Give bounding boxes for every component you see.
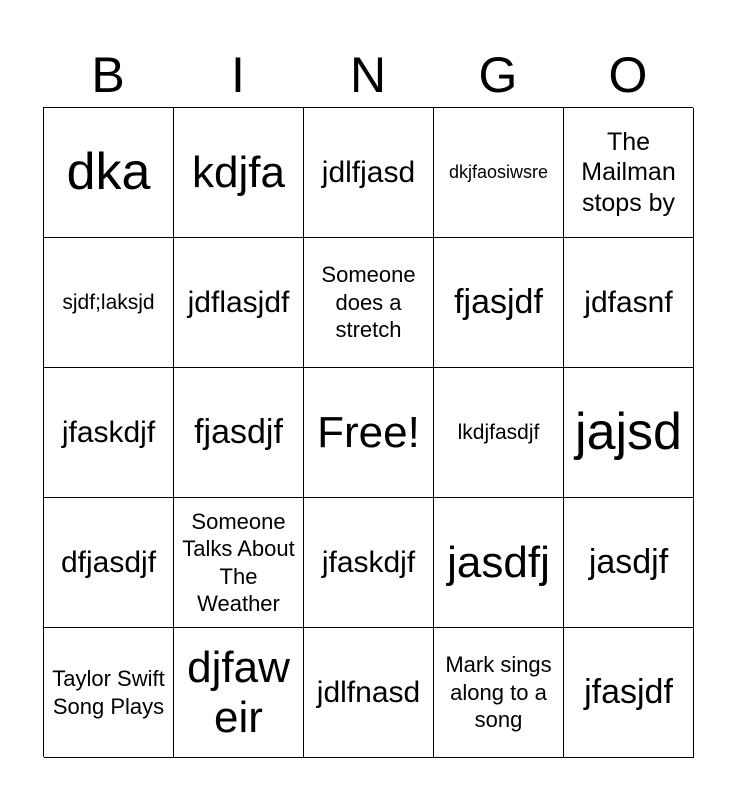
cell-text: dfjasdjf [60, 545, 157, 579]
header-letter-n: N [349, 47, 387, 103]
cell-text: Someone does a stretch [321, 262, 416, 343]
bingo-cell[interactable] [174, 498, 304, 628]
header-letter-i: I [231, 47, 245, 103]
cell-text: jfasjdf [584, 673, 673, 712]
header-letter-g: G [478, 47, 518, 103]
cell-text: Mark sings along to a song [445, 652, 552, 733]
cell-text: Someone Talks About The Weather [182, 508, 295, 616]
bingo-cell[interactable] [434, 238, 564, 368]
header-letter-o: O [608, 47, 648, 103]
bingo-cell[interactable] [564, 108, 694, 238]
bingo-cell[interactable] [564, 238, 694, 368]
bingo-cell[interactable] [44, 368, 174, 498]
cell-text: fjasdjf [194, 413, 283, 452]
bingo-cell[interactable] [44, 108, 174, 238]
cell-text: lkdjfasdjf [457, 420, 540, 444]
bingo-cell[interactable] [434, 498, 564, 628]
cell-text: sjdf;laksjd [62, 290, 155, 314]
bingo-cell[interactable] [44, 238, 174, 368]
bingo-card-grid [43, 107, 693, 757]
cell-text: jdflasjdf [187, 285, 290, 319]
cell-text: dkjfaosiwsre [448, 161, 549, 182]
bingo-cell[interactable] [304, 238, 434, 368]
bingo-cell[interactable] [434, 108, 564, 238]
bingo-cell[interactable] [44, 628, 174, 758]
cell-text: kdjfa [192, 147, 285, 197]
cell-text: jdlfnasd [316, 675, 421, 709]
bingo-header [43, 44, 693, 106]
cell-text: The Mailman stops by [581, 127, 676, 217]
free-space-cell[interactable] [304, 368, 434, 498]
cell-text: jasdfj [447, 537, 550, 587]
bingo-cell[interactable] [174, 108, 304, 238]
bingo-cell[interactable] [174, 628, 304, 758]
bingo-cell[interactable] [564, 368, 694, 498]
bingo-cell[interactable] [434, 368, 564, 498]
bingo-cell[interactable] [174, 238, 304, 368]
bingo-cell[interactable] [304, 108, 434, 238]
bingo-cell[interactable] [174, 368, 304, 498]
cell-text: djfaweir [187, 643, 290, 742]
cell-text: jajsd [575, 403, 682, 462]
bingo-cell[interactable] [434, 628, 564, 758]
bingo-cell[interactable] [44, 498, 174, 628]
cell-text: jdfasnf [584, 285, 673, 319]
bingo-cell[interactable] [304, 498, 434, 628]
bingo-cell[interactable] [564, 628, 694, 758]
cell-text: jdlfjasd [321, 155, 416, 189]
cell-text: jfaskdjf [61, 415, 156, 449]
cell-text: Taylor Swift Song Plays [52, 666, 165, 719]
bingo-cell[interactable] [304, 628, 434, 758]
cell-text: dka [66, 143, 151, 202]
free-space-text: Free! [317, 407, 420, 457]
header-letter-b: B [91, 47, 125, 103]
bingo-cell[interactable] [564, 498, 694, 628]
cell-text: jfaskdjf [321, 545, 416, 579]
cell-text: jasdjf [588, 543, 669, 582]
cell-text: fjasjdf [454, 283, 543, 322]
